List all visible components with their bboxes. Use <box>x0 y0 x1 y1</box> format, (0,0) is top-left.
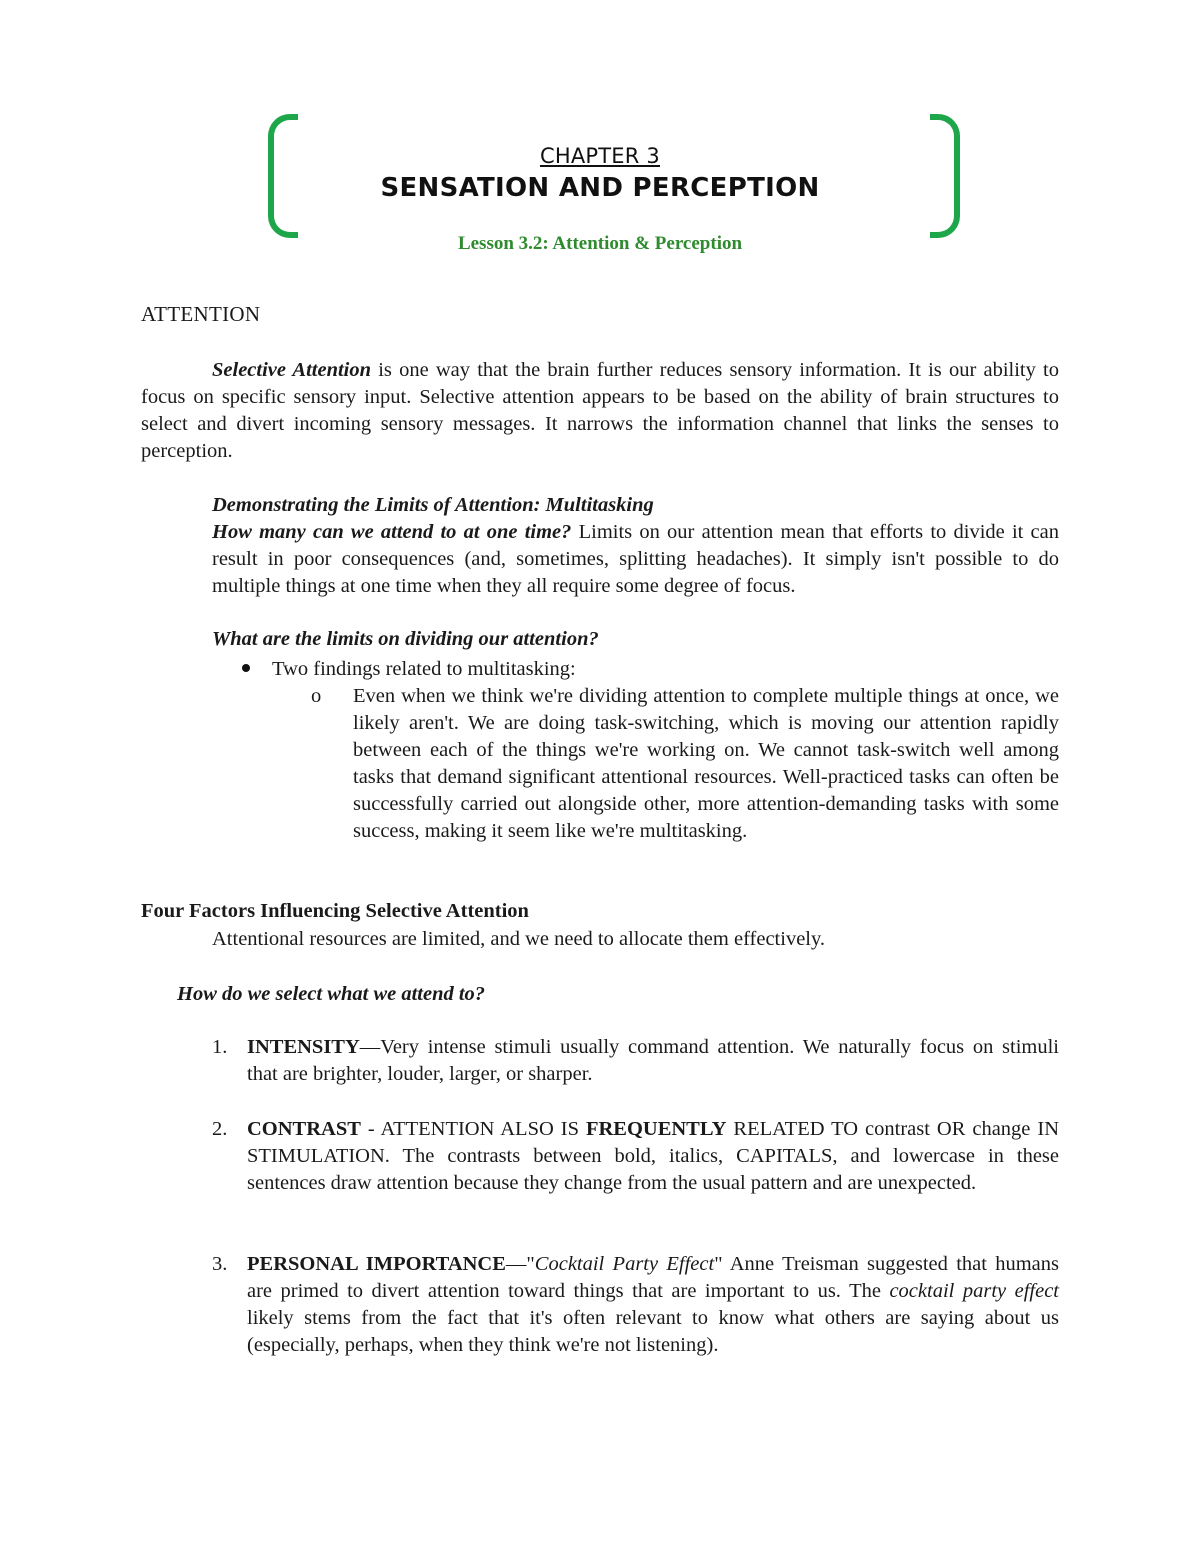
contrast-text-a: - ATTENTION ALSO IS <box>360 1118 586 1140</box>
list-item-number: 1. <box>212 1036 228 1058</box>
list-item-number: 2. <box>212 1118 228 1140</box>
four-factors-heading: Four Factors Influencing Selective Attention <box>141 900 529 922</box>
contrast-term: CONTRAST <box>247 1118 361 1140</box>
multitasking-section <box>212 492 1059 600</box>
contrast-emphasis: FREQUENTLY <box>585 1118 727 1140</box>
lesson-title: Lesson 3.2: Attention & Perception <box>457 233 743 254</box>
dividing-attention-question: What are the limits on dividing our attention? <box>212 628 599 650</box>
multitasking-body: Limits on our attention mean that efforts to divide it can result in poor consequences (and, sometimes, splitting headaches). It simply isn't possible to do multiple things at one time when they all require some degree of focus. <box>212 521 1059 597</box>
dash-quote: —" <box>505 1253 535 1275</box>
sub-bullet-marker: o <box>311 685 322 707</box>
bullet-item <box>242 656 576 683</box>
select-attend-question: How do we select what we attend to? <box>177 983 486 1005</box>
multitasking-paragraph <box>212 519 1059 600</box>
chapter-number: CHAPTER 3 <box>539 144 660 168</box>
cocktail-effect-lower: cocktail party effect <box>889 1280 1059 1302</box>
selective-attention-body: is one way that the brain further reduces sensory information. It is our ability to focus on specific sensory input. Selective attention appears to be based on the ability of brain structures to select and divert incoming sensory messages. It narrows the information channel that links the senses to perception. <box>141 359 1059 462</box>
personal-importance-text-a: " Anne Treisman suggested that humans are primed to divert attention toward things that are important to us. The <box>247 1253 1060 1302</box>
list-item-number: 3. <box>212 1253 228 1275</box>
multitasking-question: How many can we attend to at one time? <box>212 521 572 543</box>
selective-attention-paragraph <box>141 357 1059 465</box>
sub-bullet-text: Even when we think we're dividing attention to complete multiple things at once, we likely aren't. We are doing task-switching, which is moving our attention rapidly between each of the things we're working on. We cannot task-switch well among tasks that demand significant attentional resources. Well-practiced tasks can often be successfully carried out alongside other, more attention-demanding tasks with some success, making it seem like we're multitasking. <box>353 685 1059 842</box>
bullet-text: Two findings related to multitasking: <box>272 658 576 680</box>
attention-heading: ATTENTION <box>141 302 261 326</box>
multitasking-heading: Demonstrating the Limits of Attention: Multitasking <box>212 494 654 516</box>
personal-importance-term: PERSONAL IMPORTANCE <box>247 1253 506 1275</box>
intensity-text: —Very intense stimuli usually command attention. We naturally focus on stimuli that are brighter, louder, larger, or sharper. <box>247 1036 1059 1085</box>
personal-importance-text-b: likely stems from the fact that it's often relevant to know what others are saying about us (especially, perhaps, when they think we're not listening). <box>247 1307 1059 1356</box>
contrast-text-b: RELATED TO contrast OR change IN STIMULATION. The contrasts between bold, italics, CAPITALS, and lowercase in these sentences draw attention because they change from the usual pattern and are unexpected. <box>247 1118 1059 1194</box>
list-item-body <box>247 1034 1059 1088</box>
chapter-title: SENSATION AND PERCEPTION <box>380 173 820 203</box>
four-factors-description: Attentional resources are limited, and we need to allocate them effectively. <box>212 928 826 950</box>
selective-attention-term: Selective Attention <box>212 359 372 381</box>
list-item-body <box>247 1251 1059 1359</box>
intensity-term: INTENSITY <box>247 1036 360 1058</box>
list-item-body <box>247 1116 1059 1197</box>
cocktail-effect-name: Cocktail Party Effect <box>534 1253 715 1275</box>
bullet-dot-icon <box>242 664 250 672</box>
